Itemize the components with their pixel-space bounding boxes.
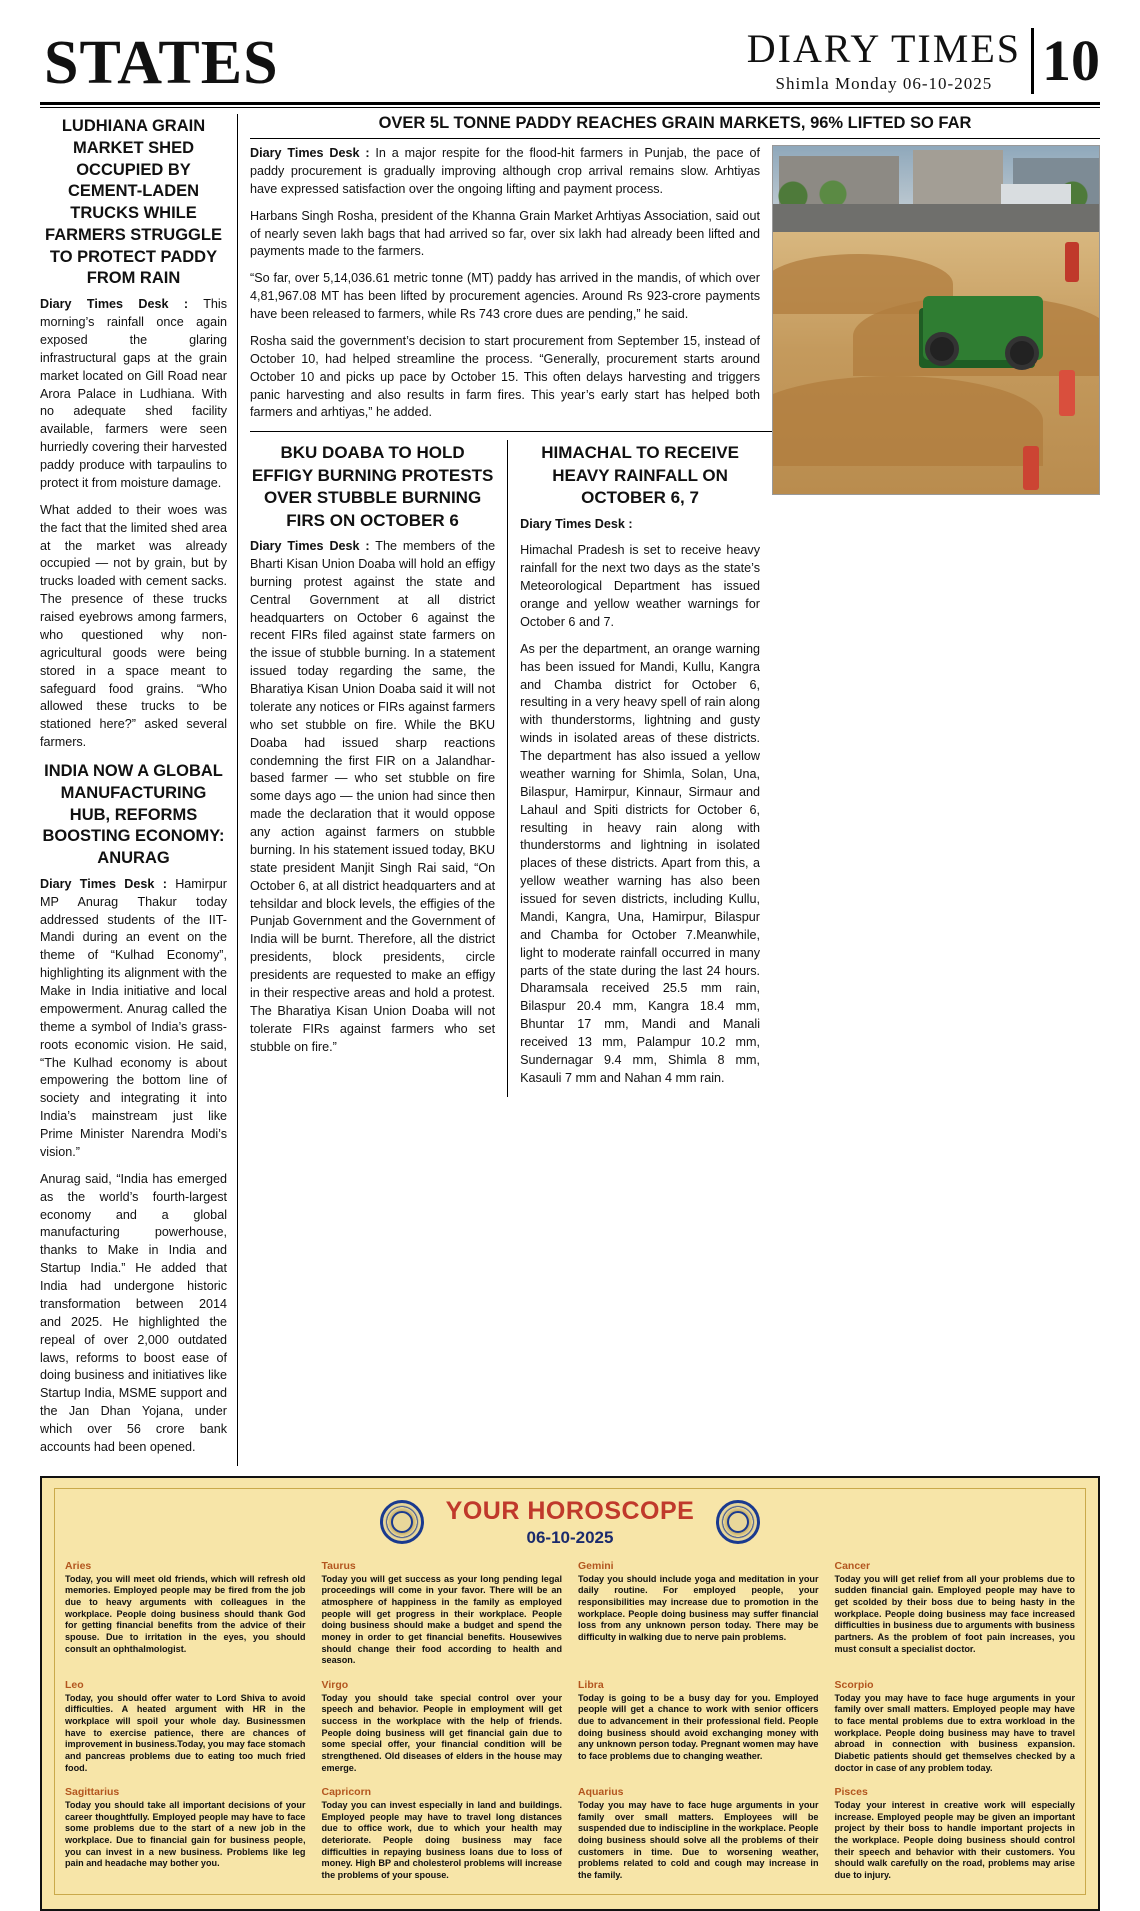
- sign-name: Virgo: [321, 1678, 349, 1691]
- story-body-paddy-4: Rosha said the government’s decision to start procurement from September 15, instead of October 10, had helped streamline the process. “Generally, procurement starts around October 10 and picks up pace by October 15. This often delays harvesting and triggers panic harvesting and also results in farm fires. This year’s early start has helped both farmers and arhtiyas,” he added.: [250, 333, 760, 420]
- horoscope-title: YOUR HOROSCOPE: [445, 1496, 695, 1525]
- photo-tractor-wheel-rear: [1005, 336, 1039, 370]
- photo-worker-2: [1059, 370, 1075, 416]
- horoscope-sign-sagittarius: [65, 1786, 306, 1881]
- left-column: [40, 114, 238, 1466]
- story-text-bku: The members of the Bharti Kisan Union Doaba will hold an effigy burning protest against the state and Central Government at all district headquarters on October 6 against the recent FIRs filed against state farmers on the issue of stubble burning. In a statement issued today regarding the same, the Bharatiya Kisan Union Doaba said it will not tolerate any notices or FIRs against farmers who set stubble on fire. While the BKU Doaba had issued sharp reactions condemning the first FIR on a Jalandhar-based farmer — who set stubble on fire some days ago — the union had since then made the declaration that it would oppose any action against farmers on stubble burning. In his statement issued today, BKU state president Manjit Singh Rai said, “On October 6, at all district headquarters and at tehsildar and block levels, the effigies of the Punjab Government and the Government of India will be burnt. Therefore, all the district presidents, block presidents, circle presidents are requested to make an effigy in their respective areas and hold a protest. The Bharatiya Kisan Union Doaba will not tolerate FIRs against farmers who set stubble on fire.”: [250, 539, 496, 1054]
- zodiac-wheel-icon-left: [380, 1500, 424, 1544]
- photo-worker-3: [1023, 446, 1039, 490]
- sign-name: Sagittarius: [65, 1786, 120, 1799]
- masthead-rule-thin: [40, 107, 1100, 108]
- byline-bku: Diary Times Desk :: [250, 539, 370, 553]
- sign-name: Aquarius: [578, 1786, 624, 1799]
- horoscope-sign-capricorn: [322, 1786, 563, 1881]
- page-number: 10: [1031, 28, 1100, 94]
- sign-text: Today you can invest especially in land and buildings. Employed people may have to travel long distances due to office work, due to which your health may deteriorate. People doing business may face difficulties in repaying business loans due to loss of money. High BP and cholesterol problems will increase the problems of your spouse.: [321, 1800, 562, 1880]
- story-text-paddy-1: In a major respite for the flood-hit farmers in Punjab, the pace of paddy procurement is gradually improving although crop arrival remains slow. Arhtiyas have expressed satisfaction over the ongoing lifting and payment process.: [250, 146, 760, 196]
- sign-text: Today you should include yoga and meditation in your daily routine. For employed people, your responsibilities may increase due to promotion in the workplace. People doing business may suffer financial loss from any unknown person today. There may be difficulty in walking due to nerve pain problems.: [578, 1573, 819, 1642]
- story-body-ludhiana-2: What added to their woes was the fact that the limited shed area at the market was already occupied — not by grain, but by trucks loaded with cement sacks. The presence of these trucks raised eyebrows among farmers, who questioned why non-agricultural goods were being stored in a space meant to safeguard food grains. “Who allowed these trucks to be stationed here?” asked several farmers.: [40, 502, 227, 750]
- horoscope-grid: [65, 1560, 1075, 1882]
- story-body-anurag-1: [40, 876, 227, 1162]
- horoscope-header: [65, 1497, 1075, 1548]
- sign-name: Libra: [578, 1678, 604, 1691]
- story-body-bku: [250, 538, 495, 1056]
- sign-text: Today you may have to face huge arguments in your family over small matters. Employed people may have to face mental problems due to extra workload in the workplace. People doing business may have to travel abroad in connection with business expansion. Diabetic patients should get themselves checked by a doctor in case of any problem today.: [834, 1692, 1075, 1773]
- horoscope-sign-gemini: [578, 1560, 819, 1667]
- mid-grid: [250, 440, 760, 1096]
- horoscope-sign-pisces: [835, 1786, 1076, 1881]
- story-headline-himachal: HIMACHAL TO RECEIVE HEAVY RAINFALL ON OCTOBER 6, 7: [541, 443, 739, 508]
- mid-right-column: [508, 440, 760, 1096]
- horoscope-sign-aries: [65, 1560, 306, 1667]
- top-story: [250, 114, 1100, 422]
- story-body-anurag-2: Anurag said, “India has emerged as the world’s fourth-largest economy and a global manufacturing powerhouse, thanks to Make in India and Startup India.” He added that India had undergone historic transformation between 2014 and 2025. He highlighted the repeal of over 2,000 outdated laws, reforms to boost ease of doing business and initiatives like Startup India, MSME support and the Jan Dhan Yojana, under which over 56 crore bank accounts had been opened.: [40, 1171, 227, 1454]
- sign-name: Taurus: [321, 1559, 356, 1572]
- photo-tractor-wheel-front: [925, 332, 959, 366]
- sign-text: Today you will get relief from all your problems due to sudden financial gain. Employed people may have to get scolded by their boss due to being hasty in the workplace. People doing business may face increased difficulties in business due to arguments with business partners. As the problem of foot pain increases, you must consult a specialist doctor.: [834, 1573, 1075, 1654]
- paper-name: DIARY TIMES: [746, 26, 1021, 71]
- horoscope-sign-aquarius: [578, 1786, 819, 1881]
- paper-name-block: [747, 28, 1021, 94]
- horoscope-sign-scorpio: [835, 1679, 1076, 1774]
- paper-identity: [747, 28, 1100, 94]
- page-title: STATES: [44, 29, 279, 97]
- byline-paddy: Diary Times Desk :: [250, 146, 370, 160]
- right-column: [238, 114, 1100, 1466]
- byline-ludhiana: Diary Times Desk :: [40, 297, 189, 312]
- story-body-himachal-1: Himachal Pradesh is set to receive heavy rainfall for the next two days as the state’s Meteorological Department has issued orange and yellow weather warnings for October 6 and 7.: [520, 543, 760, 629]
- sign-name: Aries: [65, 1559, 92, 1572]
- masthead-rule-thick: [40, 102, 1100, 105]
- byline-anurag: Diary Times Desk :: [40, 876, 167, 891]
- sign-name: Pisces: [834, 1786, 868, 1799]
- masthead: [40, 28, 1100, 100]
- sign-text: Today you should take all important decisions of your career thoughtfully. Employed people may have to face some problems due to the start of a new job in the workplace. Due to financial gain for business people, you can invest in a new business. Problems like leg pain and headache may bother you.: [65, 1800, 306, 1869]
- horoscope-sign-libra: [578, 1679, 819, 1774]
- sign-name: Capricorn: [321, 1786, 372, 1799]
- sign-name: Leo: [65, 1678, 84, 1691]
- byline-himachal-line: [520, 516, 760, 534]
- story-body-paddy-3: “So far, over 5,14,036.61 metric tonne (MT) paddy has arrived in the mandis, of which over 4,81,967.08 MT has been lifted by procurement agencies. Around Rs 923-crore payments have been released to farmers, while Rs 743 crore dues are pending,” he said.: [250, 271, 760, 321]
- horoscope-sign-leo: [65, 1679, 306, 1774]
- sign-text: Today your interest in creative work will especially increase. Employed people may be given an important project by their boss to handle important projects in the workplace. People doing business should control their speech and behavior with their customers. You should walk carefully on the road, problems may arise due to injury.: [834, 1800, 1075, 1880]
- horoscope-date: 06-10-2025: [526, 1527, 614, 1547]
- top-story-flow: [250, 145, 1100, 422]
- horoscope-sign-taurus: [322, 1560, 563, 1667]
- horoscope-sign-cancer: [835, 1560, 1076, 1667]
- story-text-ludhiana-1: This morning’s rainfall once again exposed the glaring infrastructural gaps at the grain market located on Gill Road near Arora Palace in Ludhiana. With no adequate shed facility available, farmers were seen hurriedly covering their harvested paddy produce with tarpaulins to protect it from moisture damage.: [40, 297, 227, 490]
- top-story-rule: [250, 138, 1100, 139]
- horoscope-sign-virgo: [322, 1679, 563, 1774]
- sign-text: Today, you will meet old friends, which will refresh old memories. Employed people may be fired from the job due to heavy arguments with colleagues in the workplace. People doing business should thank God for getting financial benefits from the advice of their spouse. Due to irritation in the eyes, you should consult an ophthalmologist.: [65, 1573, 306, 1654]
- sign-name: Cancer: [834, 1559, 871, 1572]
- horoscope-panel: [40, 1476, 1100, 1911]
- photo-worker-1: [1065, 242, 1079, 282]
- story-headline-bku: BKU DOABA TO HOLD EFFIGY BURNING PROTESTS OVER STUBBLE BURNING FIRS ON OCTOBER 6: [251, 443, 494, 530]
- story-body-himachal-2: As per the department, an orange warning has been issued for Mandi, Kullu, Kangra and Chamba district for October 6, resulting in a very heavy spell of rain along with thunderstorms, lightning and gusty winds in isolated areas of these districts. The department has also issued a yellow weather warning for Shimla, Solan, Una, Bilaspur, Hamirpur, Kinnaur, Sirmaur and Lahaul and Spiti districts for October 6, resulting in heavy rain along with thunderstorms and lightning in isolated places of these districts. Apart from this, a yellow weather warning has also been issued for seven districts, including Kullu, Mandi, Kangra, Una, Hamirpur, Bilaspur and Chamba for October 7.Meanwhile, light to moderate rainfall occurred in many parts of the state during the last 24 hours. Dharamsala received 25.5 mm rain, Bilaspur 20.4 mm, Kangra 18.4 mm, Bhuntar 17 mm, Mandi and Manali received 13 mm, Palampur 10.2 mm, Sundernagar 9.4 mm, Shimla 8 mm, Kasauli 7 mm and Nahan 4 mm rain.: [520, 641, 760, 1085]
- mid-left-column: [250, 440, 508, 1096]
- sign-text: Today you may have to face huge arguments in your family over small matters. Employees will be suspended due to indiscipline in the workplace. People doing business should solve all the problems of their customers in time. Due to worsening weather, problems related to cold and cough may increase in the family.: [578, 1800, 819, 1880]
- story-body-paddy-2: Harbans Singh Rosha, president of the Khanna Grain Market Arhtiyas Association, said out of nearly seven lakh bags that had arrived so far, over six lakh had already been lifted and payments made to the farmers.: [250, 208, 760, 259]
- sign-text: Today you should take special control over your speech and behavior. People in employment will get success in the workplace with the help of friends. People doing business will get financial gain due to some special offer, your financial condition will be strengthened. Old diseases of elders in the house may emerge.: [321, 1692, 562, 1773]
- grain-market-photo: [772, 145, 1100, 495]
- photo-grain-mound-3: [772, 376, 1043, 466]
- body-grid: [40, 114, 1100, 1466]
- sign-text: Today, you should offer water to Lord Shiva to avoid difficulties. A heated argument with HR in the workplace will spoil your whole day. Businessmen have to exercise patience, there are chances of improvement in business.Today, you may face stomach and pancreas problems due to eating too much fried food.: [65, 1692, 306, 1773]
- sign-text: Today is going to be a busy day for you. Employed people will get a chance to work with senior officers due to advancement in their professional field. People doing business should avoid exchanging money with any unknown person today. Pregnant women may have to face problems due to changing weather.: [578, 1692, 819, 1761]
- byline-himachal: Diary Times Desk :: [520, 516, 633, 531]
- story-headline-anurag: INDIA NOW A GLOBAL MANUFACTURING HUB, REFORMS BOOSTING ECONOMY: ANURAG: [42, 762, 225, 868]
- story-headline-ludhiana: LUDHIANA GRAIN MARKET SHED OCCUPIED BY CEMENT-LADEN TRUCKS WHILE FARMERS STRUGGLE TO PROTECT PADDY FROM RAIN: [45, 117, 222, 288]
- zodiac-wheel-icon-right: [716, 1500, 760, 1544]
- sign-text: Today you will get success as your long pending legal proceedings will come in your favor. There will be an atmosphere of happiness in the family as employed people will get progress in their workplace. People doing business should make a budget and spend the money in order to get financial benefits. Housewives should change their food according to health and season.: [321, 1573, 562, 1666]
- story-text-anurag-1: Hamirpur MP Anurag Thakur today addressed students of the IIT-Mandi during an event on the theme of “Kulhad Economy”, highlighting its alignment with the Make in India initiative and local empowerment. Anurag called the theme a symbol of India’s grass-roots economic vision. He said, “The Kulhad economy is about empowering the bottom line of society and integrating it into India’s mainstream just like Prime Minister Narendra Modi’s vision.”: [40, 876, 227, 1159]
- story-headline-paddy: OVER 5L TONNE PADDY REACHES GRAIN MARKETS, 96% LIFTED SO FAR: [378, 114, 972, 132]
- paper-place-date: Shimla Monday 06-10-2025: [775, 74, 993, 93]
- sign-name: Gemini: [578, 1559, 614, 1572]
- horoscope-inner-frame: [54, 1488, 1086, 1895]
- sign-name: Scorpio: [834, 1678, 874, 1691]
- story-body-ludhiana-1: [40, 296, 227, 493]
